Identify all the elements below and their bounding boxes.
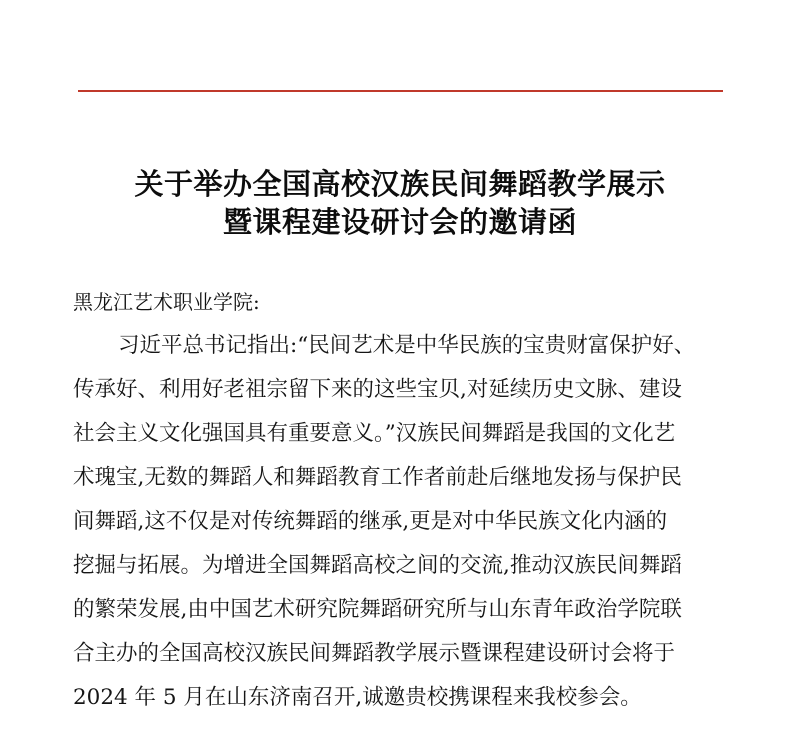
body-line: 社会主义文化强国具有重要意义。”汉族民间舞蹈是我国的文化艺 <box>73 421 676 446</box>
document-title-line-1: 关于举办全国高校汉族民间舞蹈教学展示 <box>134 167 666 201</box>
header-red-rule <box>78 90 723 92</box>
body-line: 传承好、利用好老祖宗留下来的这些宝贝,对延续历史文脉、建设 <box>73 377 682 402</box>
body-line: 术瑰宝,无数的舞蹈人和舞蹈教育工作者前赴后继地发扬与保护民 <box>73 465 682 490</box>
body-line: 挖掘与拓展。为增进全国舞蹈高校之间的交流,推动汉族民间舞蹈 <box>73 553 682 578</box>
body-line: 间舞蹈,这不仅是对传统舞蹈的继承,更是对中华民族文化内涵的 <box>73 509 668 534</box>
body-line: 习近平总书记指出:“民间艺术是中华民族的宝贵财富保护好、 <box>118 333 696 358</box>
body-line: 2024 年 5 月在山东济南召开,诚邀贵校携课程来我校参会。 <box>73 685 642 710</box>
body-line: 合主办的全国高校汉族民间舞蹈教学展示暨课程建设研讨会将于 <box>73 641 676 666</box>
body-line: 的繁荣发展,由中国艺术研究院舞蹈研究所与山东青年政治学院联 <box>73 597 682 622</box>
salutation: 黑龙江艺术职业学院: <box>73 290 260 314</box>
document-title-line-2: 暨课程建设研讨会的邀请函 <box>222 205 577 239</box>
